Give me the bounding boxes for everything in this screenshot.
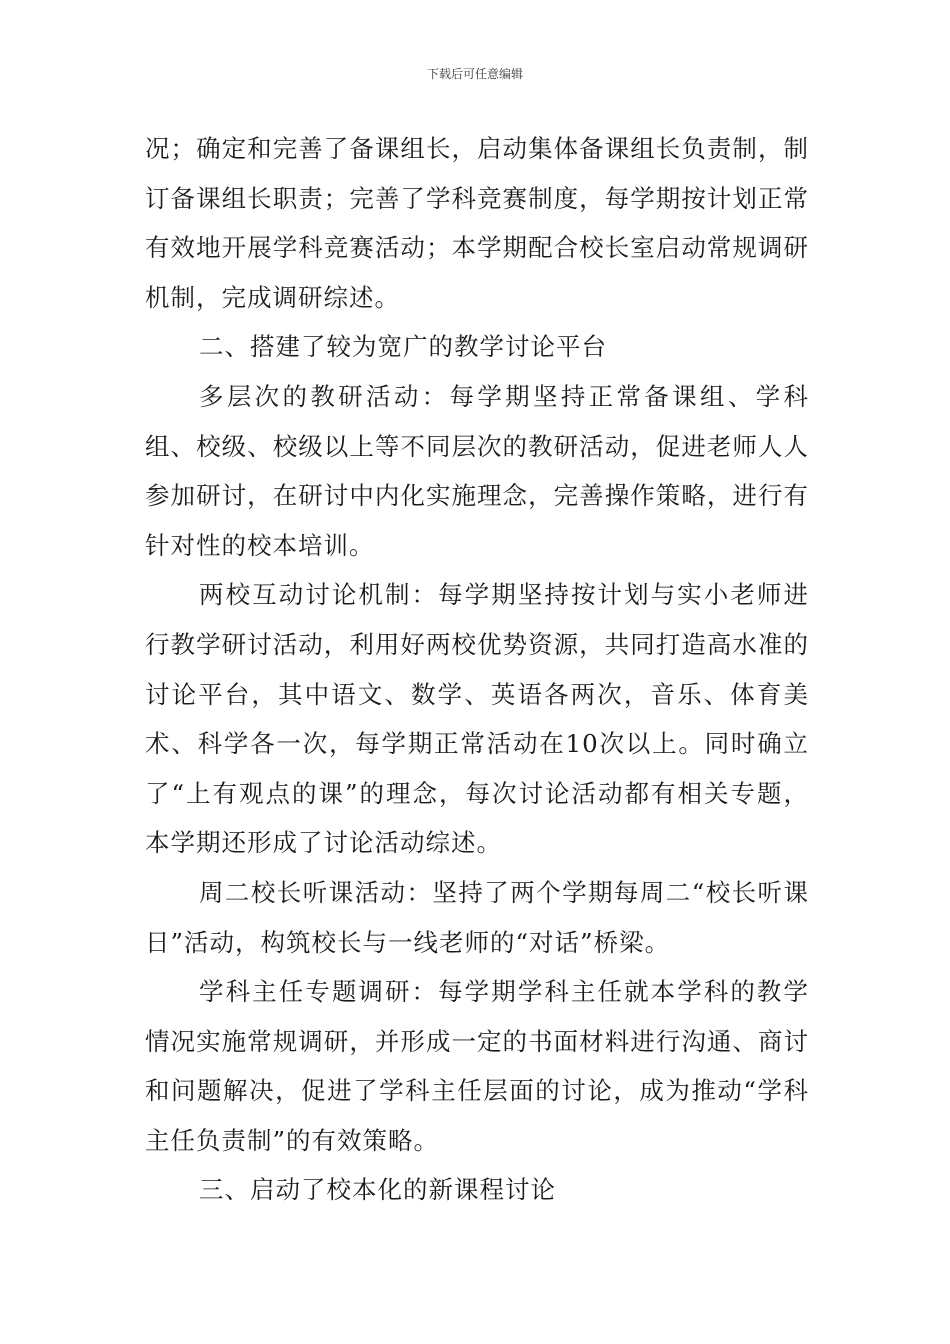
section-heading: 二、搭建了较为宽广的教学讨论平台 xyxy=(199,332,607,362)
paragraph: 学科主任专题调研：每学期学科主任就本学科的教学情况实施常规调研，并形成一定的书面材料进行沟通、商讨和问题解决，促进了学科主任层面的讨论，成为推动“学科主任负责制”的有效策略。 xyxy=(145,977,809,1155)
page-header: 下载后可任意编辑 xyxy=(426,67,523,81)
document-body xyxy=(145,124,809,1215)
paragraph: 况；确定和完善了备课组长，启动集体备课组长负责制，制订备课组长职责；完善了学科竞赛制度，每学期按计划正常有效地开展学科竞赛活动；本学期配合校长室启动常规调研机制，完成调研综述。 xyxy=(145,134,809,312)
paragraph: 两校互动讨论机制：每学期坚持按计划与实小老师进行教学研讨活动，利用好两校优势资源，共同打造高水准的讨论平台，其中语文、数学、英语各两次，音乐、体育美术、科学各一次，每学期正常活动在10次以上。同时确立了“上有观点的课”的理念，每次讨论活动都有相关专题，本学期还形成了讨论活动综述。 xyxy=(145,580,809,858)
paragraph: 多层次的教研活动：每学期坚持正常备课组、学科组、校级、校级以上等不同层次的教研活动，促进老师人人参加研讨，在研讨中内化实施理念，完善操作策略，进行有针对性的校本培训。 xyxy=(145,381,809,560)
section-heading: 三、启动了校本化的新课程讨论 xyxy=(199,1175,556,1205)
paragraph: 周二校长听课活动：坚持了两个学期每周二“校长听课日”活动，构筑校长与一线老师的“对话”桥梁。 xyxy=(145,877,809,957)
